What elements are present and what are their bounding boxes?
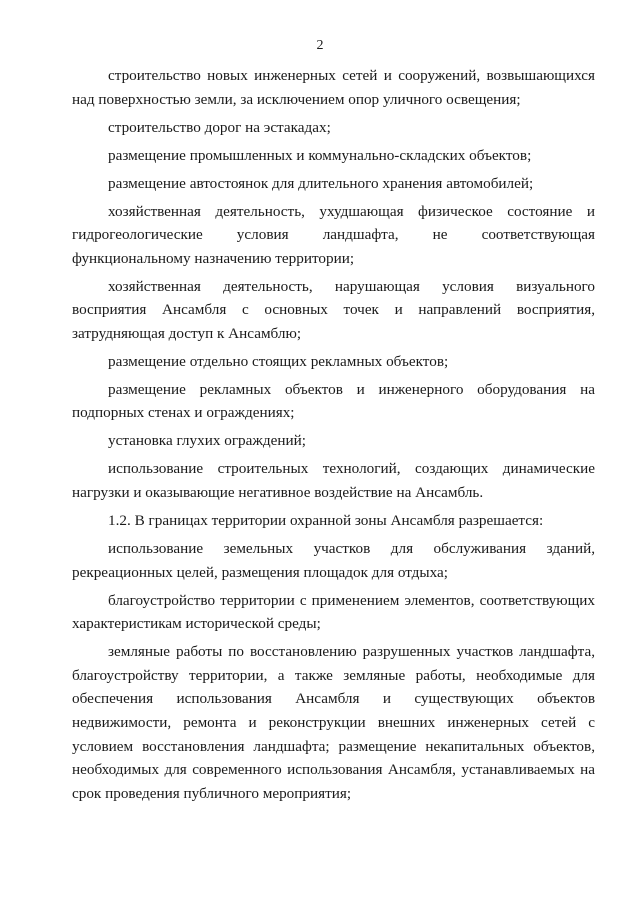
document-body: [72, 64, 595, 810]
paragraph: размещение отдельно стоящих рекламных объектов;: [108, 352, 449, 370]
paragraph: земляные работы по восстановлению разрушенных участков ландшафта, благоустройству территории, а также земляные работы, необходимые для обеспечения использования Ансамбля и существующих объектов недвижимости, ремонта и реконструкции внешних инженерных сетей с условием восстановления ландшафта; размещение некапитальных объектов, необходимых для современного использования Ансамбля, устанавливаемых на срок проведения публичного мероприятия;: [72, 643, 595, 802]
paragraph: хозяйственная деятельность, нарушающая условия визуального восприятия Ансамбля с основных точек и направлений восприятия, затрудняющая доступ к Ансамблю;: [72, 277, 595, 342]
paragraph: строительство новых инженерных сетей и сооружений, возвышающихся над поверхностью земли, за исключением опор уличного освещения;: [72, 67, 595, 108]
paragraph: использование строительных технологий, создающих динамические нагрузки и оказывающие негативное воздействие на Ансамбль.: [72, 460, 595, 502]
section-heading: 1.2. В границах территории охранной зоны Ансамбля разрешается:: [108, 512, 544, 529]
paragraph: строительство дорог на эстакадах;: [108, 118, 331, 136]
paragraph: размещение промышленных и коммунально-складских объектов;: [108, 146, 532, 164]
paragraph: установка глухих ограждений;: [108, 432, 306, 450]
page-number: 2: [316, 38, 324, 53]
paragraph: размещение автостоянок для длительного хранения автомобилей;: [108, 174, 534, 192]
paragraph: благоустройство территории с применением элементов, соответствующих характеристикам исторической среды;: [72, 591, 595, 633]
paragraph: размещение рекламных объектов и инженерного оборудования на подпорных стенах и ограждениях;: [72, 380, 595, 422]
paragraph: использование земельных участков для обслуживания зданий, рекреационных целей, размещения площадок для отдыха;: [72, 539, 595, 581]
paragraph: хозяйственная деятельность, ухудшающая физическое состояние и гидрогеологические условия ландшафта, не соответствующая функциональному назначению территории;: [72, 202, 595, 267]
